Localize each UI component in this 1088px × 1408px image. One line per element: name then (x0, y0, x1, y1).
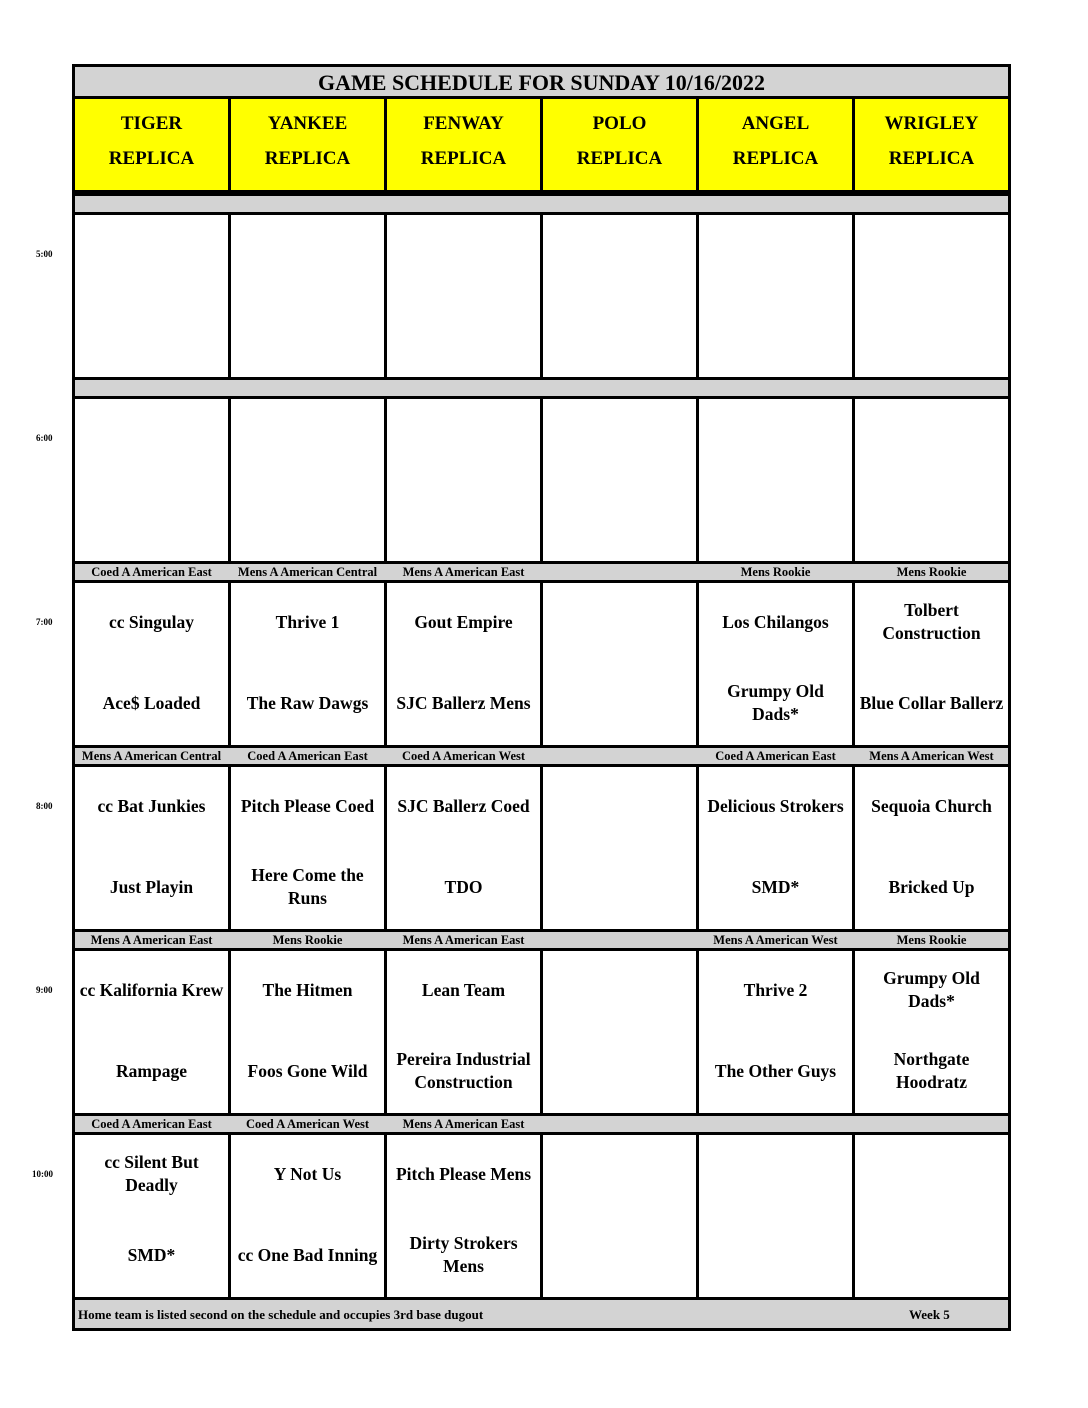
division-label: Mens Rookie (740, 565, 811, 579)
time-label: 9:00 (36, 985, 53, 995)
division-label: Mens A American West (869, 749, 994, 763)
game-cell (231, 764, 384, 926)
visiting-team: cc Bat Junkies (97, 795, 206, 816)
field-sub: REPLICA (264, 148, 351, 169)
field-name: YANKEE (267, 113, 348, 134)
game-cell (75, 948, 228, 1110)
home-team: Northgate Hoodratz (893, 1049, 970, 1092)
visiting-team: Tolbert Construction (882, 600, 981, 643)
home-team: SJC Ballerz Mens (396, 692, 531, 713)
visiting-team: cc Kalifornia Krew (79, 979, 224, 1000)
division-label: Coed A American East (247, 749, 368, 763)
time-label: 5:00 (36, 249, 53, 259)
visiting-team: Gout Empire (414, 611, 513, 632)
division-label: Mens Rookie (896, 933, 967, 947)
visiting-team: Y Not Us (273, 1163, 342, 1184)
game-cell (699, 396, 852, 558)
game-cell (543, 212, 696, 374)
game-cell (543, 396, 696, 558)
home-team: Rampage (116, 1060, 187, 1081)
field-header (387, 99, 540, 193)
footer-note: Home team is listed second on the schedule and occupies 3rd base dugout (78, 1307, 484, 1322)
field-sub: REPLICA (108, 148, 195, 169)
visiting-team: Los Chilangos (722, 611, 829, 632)
game-cell (231, 580, 384, 742)
game-cell (855, 764, 1008, 926)
time-column (0, 0, 72, 1408)
game-cell (855, 396, 1008, 558)
field-name: FENWAY (423, 113, 504, 134)
schedule-table (72, 64, 1011, 1331)
field-sub: REPLICA (732, 148, 819, 169)
week-label: Week 5 (909, 1307, 950, 1322)
field-header (855, 99, 1008, 193)
division-label: Mens Rookie (272, 933, 343, 947)
game-cell (699, 1132, 852, 1294)
division-label: Mens A American East (402, 933, 525, 947)
division-label: Mens Rookie (896, 565, 967, 579)
division-label: Mens A American East (402, 565, 525, 579)
game-cell (543, 580, 696, 742)
field-name: POLO (592, 113, 647, 134)
game-cell (231, 212, 384, 374)
game-cell (75, 580, 228, 742)
game-cell (75, 764, 228, 926)
visiting-team: Delicious Strokers (707, 795, 844, 816)
game-cell (855, 1132, 1008, 1294)
visiting-team: Pitch Please Mens (395, 1163, 532, 1184)
game-cell (387, 580, 540, 742)
division-label: Coed A American East (91, 565, 212, 579)
field-header (75, 99, 228, 193)
page-title: GAME SCHEDULE FOR SUNDAY 10/16/2022 (75, 67, 1008, 99)
division-label: Mens A American Central (237, 565, 378, 579)
game-cell (387, 212, 540, 374)
field-sub: REPLICA (888, 148, 975, 169)
game-cell (699, 948, 852, 1110)
field-name: WRIGLEY (884, 113, 979, 134)
home-team: Ace$ Loaded (102, 692, 201, 713)
game-cell (387, 764, 540, 926)
visiting-team: SJC Ballerz Coed (397, 795, 530, 816)
visiting-team: cc Singulay (108, 611, 195, 632)
division-label: Coed A American West (245, 1117, 370, 1131)
visiting-team: Thrive 1 (275, 611, 340, 632)
home-team: SMD* (127, 1244, 176, 1265)
home-team: The Other Guys (714, 1060, 837, 1081)
home-team: Just Playin (109, 876, 194, 897)
game-cell (387, 1132, 540, 1294)
field-header (699, 99, 852, 193)
game-cell (855, 580, 1008, 742)
division-label: Coed A American West (401, 749, 526, 763)
division-label: Mens A American Central (81, 749, 222, 763)
game-cell (75, 212, 228, 374)
visiting-team: Thrive 2 (743, 979, 808, 1000)
visiting-team: Pitch Please Coed (240, 795, 375, 816)
visiting-team: The Hitmen (262, 979, 353, 1000)
visiting-team: Sequoia Church (871, 795, 992, 816)
game-cell (231, 396, 384, 558)
time-label: 10:00 (32, 1169, 53, 1179)
division-label: Mens A American West (713, 933, 838, 947)
home-team: The Raw Dawgs (246, 692, 369, 713)
visiting-team: Grumpy Old Dads* (883, 968, 980, 1011)
home-team: Bricked Up (888, 876, 975, 897)
home-team: Here Come the Runs (251, 865, 364, 908)
game-cell (543, 764, 696, 926)
field-header (231, 99, 384, 193)
game-cell (699, 764, 852, 926)
visiting-team: Lean Team (421, 979, 506, 1000)
time-label: 7:00 (36, 617, 53, 627)
game-cell (387, 948, 540, 1110)
game-cell (543, 948, 696, 1110)
home-team: Pereira Industrial Construction (396, 1049, 531, 1092)
time-label: 8:00 (36, 801, 53, 811)
field-sub: REPLICA (576, 148, 663, 169)
field-name: ANGEL (741, 113, 810, 134)
game-cell (75, 1132, 228, 1294)
game-cell (699, 212, 852, 374)
home-team: cc One Bad Inning (237, 1244, 378, 1265)
home-team: Foos Gone Wild (247, 1060, 368, 1081)
division-label: Mens A American East (90, 933, 213, 947)
game-cell (231, 1132, 384, 1294)
division-label: Coed A American East (715, 749, 836, 763)
game-cell (543, 1132, 696, 1294)
game-cell (699, 580, 852, 742)
game-cell (855, 212, 1008, 374)
schedule-footer (75, 1297, 1008, 1328)
field-sub: REPLICA (420, 148, 507, 169)
home-team: Grumpy Old Dads* (727, 681, 824, 724)
game-cell (231, 948, 384, 1110)
division-label: Coed A American East (91, 1117, 212, 1131)
game-cell (75, 396, 228, 558)
game-cell (387, 396, 540, 558)
game-cell (855, 948, 1008, 1110)
field-header (543, 99, 696, 193)
home-team: Blue Collar Ballerz (859, 692, 1004, 713)
home-team: TDO (444, 876, 483, 897)
visiting-team: cc Silent But Deadly (104, 1152, 199, 1195)
division-label: Mens A American East (402, 1117, 525, 1131)
home-team: SMD* (751, 876, 800, 897)
time-label: 6:00 (36, 433, 53, 443)
home-team: Dirty Strokers Mens (409, 1233, 518, 1276)
field-name: TIGER (120, 113, 183, 134)
